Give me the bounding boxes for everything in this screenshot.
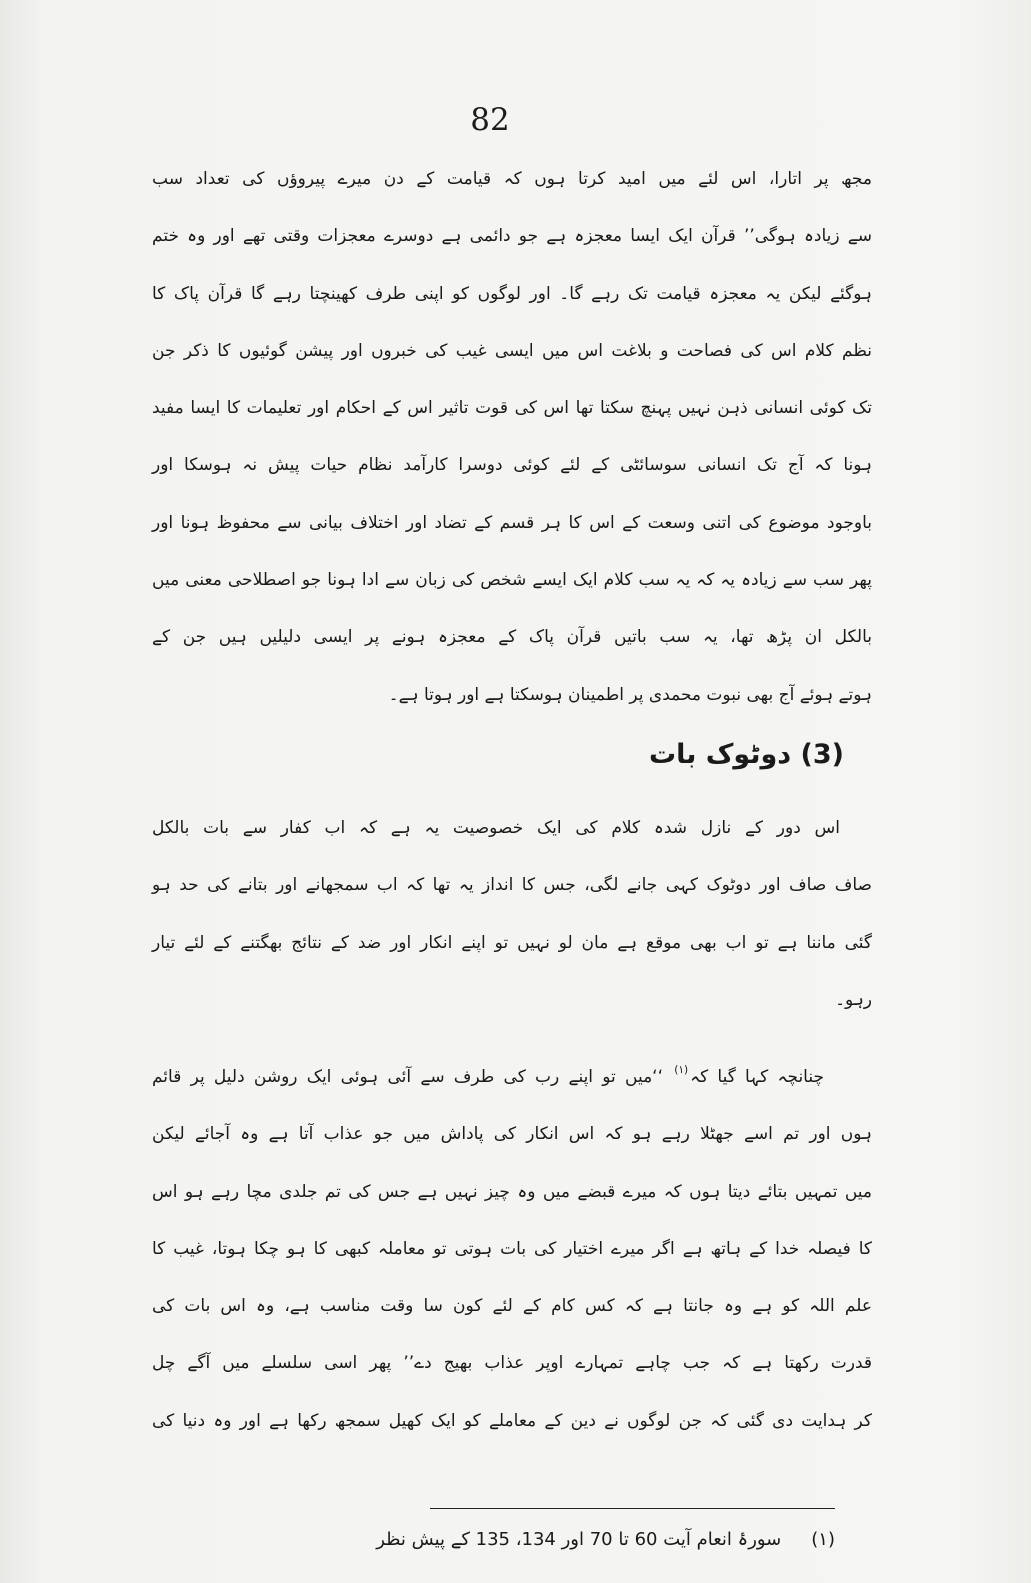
- body-line: گئی ماننا ہے تو اب بھی موقع ہے مان لو نہیں تو اپنے انکار اور ضد کے نتائج بھگتنے کے لئے تیار: [152, 932, 872, 953]
- body-line: میں تمہیں بتائے دیتا ہوں کہ میرے قبضے میں وہ چیز نہیں ہے جس کی تم جلدی مچا رہے ہو اس: [152, 1181, 872, 1202]
- footnote: [185, 1521, 835, 1559]
- body-line: صاف صاف اور دوٹوک کہی جانے لگی، جس کا انداز یہ تھا کہ اب سمجھانے اور بتانے کی حد ہو: [152, 875, 872, 896]
- body-line: [150, 1049, 872, 1106]
- page-number: 82: [470, 102, 510, 138]
- body-line: ہوگئے لیکن یہ معجزہ قیامت تک رہے گا۔ اور لوگوں کو اپنی طرف کھینچتا رہے گا قرآن پاک کا: [152, 283, 872, 304]
- body-line: علم اللہ کو ہے وہ جانتا ہے کہ کس کام کے لئے کون سا وقت مناسب ہے، وہ اس بات کی: [152, 1296, 872, 1317]
- footnote-reference: (۱): [674, 1064, 689, 1076]
- body-line: مجھ پر اتارا، اس لئے میں امید کرتا ہوں کہ قیامت کے دن میرے پیروؤں کی تعداد سب: [152, 169, 872, 189]
- body-line: نظم کلام اس کی فصاحت و بلاغت اس میں ایسی غیب کی خبروں اور پیشن گوئیوں کا ذکر جن: [152, 340, 872, 361]
- footnote-separator: [430, 1508, 835, 1509]
- body-line: کا فیصلہ خدا کے ہاتھ ہے اگر میرے اختیار کی بات ہوتی تو معاملہ کبھی کا ہو چکا ہوتا، غیب کا: [152, 1238, 872, 1259]
- body-line: اس دور کے نازل شدہ کلام کی ایک خصوصیت یہ ہے کہ اب کفار سے بات بالکل: [152, 818, 840, 838]
- body-line: ہوں اور تم اسے جھٹلا رہے ہو کہ اس انکار کی پاداش میں جو عذاب آتا ہے وہ آجائے لیکن: [152, 1124, 872, 1145]
- body-line: باوجود موضوع کی اتنی وسعت کے اس کا ہر قسم کے تضاد اور اختلاف بیانی سے محفوظ ہونا اور: [152, 512, 872, 533]
- section-heading: (3) دوٹوک بات: [648, 739, 844, 770]
- body-line: رہو۔: [835, 989, 872, 1010]
- footnote-text: سورۂ انعام آیت 60 تا 70 اور 134، 135 کے پیش نظر: [376, 1529, 782, 1550]
- body-line: ہونا کہ آج تک انسانی سوسائٹی کے لئے کوئی دوسرا کارآمد نظام حیات پیش نہ ہوسکا اور: [152, 455, 872, 476]
- body-line: تک کوئی انسانی ذہن نہیں پہنچ سکتا تھا اس کی قوت تاثیر اس کے احکام اور تعلیمات کا ایسا مفید: [152, 398, 872, 419]
- paragraph-1: [150, 151, 872, 724]
- body-line: قدرت رکھتا ہے کہ جب چاہے تمہارے اوپر عذاب بھیج دے’’ پھر اسی سلسلے میں آگے چل: [152, 1353, 872, 1374]
- body-line: کر ہدایت دی گئی کہ جن لوگوں نے دین کے معاملے کو ایک کھیل سمجھ رکھا ہے اور وہ دنیا کی: [152, 1410, 872, 1431]
- line-text: چنانچہ کہا گیا کہ: [690, 1067, 824, 1087]
- body-line: سے زیادہ ہوگی’’ قرآن ایک ایسا معجزہ ہے جو دائمی ہے دوسرے معجزات وقتی تھے اور وہ ختم: [152, 226, 872, 247]
- body-line: پھر سب سے زیادہ یہ کہ یہ سب کلام ایک ایسے شخص کی زبان سے ادا ہونا جو اصطلاحی معنی میں: [152, 570, 872, 591]
- line-text: ‘‘میں تو اپنے رب کی طرف سے آئی ہوئی ایک روشن دلیل پر قائم: [151, 1067, 673, 1087]
- paragraph-3: [150, 1049, 872, 1450]
- paragraph-2: [150, 800, 872, 1029]
- body-line: ہوتے ہوئے آج بھی نبوت محمدی پر اطمینان ہوسکتا ہے اور ہوتا ہے۔: [388, 684, 872, 705]
- footnote-marker: (۱): [811, 1529, 835, 1550]
- body-line: بالکل ان پڑھ تھا، یہ سب باتیں قرآن پاک کے معجزہ ہونے پر ایسی دلیلیں ہیں جن کے: [152, 627, 872, 648]
